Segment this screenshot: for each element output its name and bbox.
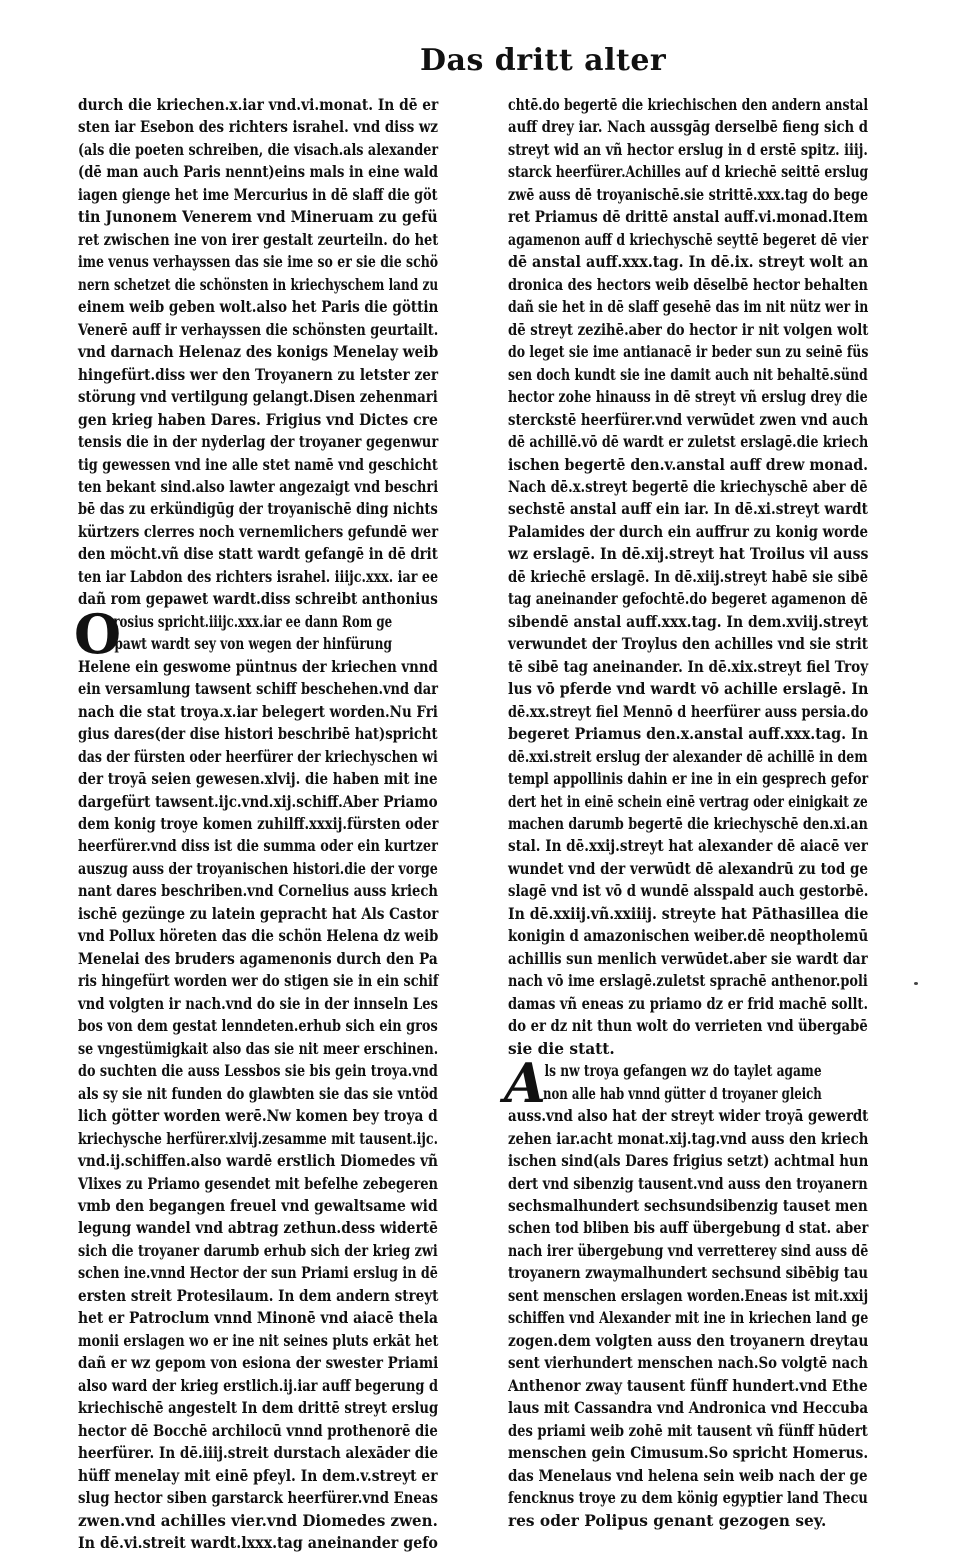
- text-line: schiffen vnd Alexander mit ine in kriechen land ge: [508, 1309, 869, 1328]
- text-line: schen ine.vnnd Hector der sun Priami erslug in dē: [78, 1264, 438, 1283]
- text-line: machen darumb begertē die kriechyschē den.xi.an: [508, 815, 868, 833]
- text-line: zogen.dem volgten auss den troyanern dreytau: [508, 1331, 869, 1350]
- text-line: dē.xxi.streit erslug der alexander dē achillē in dem: [508, 747, 868, 766]
- text-line: vmb den begangen freuel vnd gewaltsame wid: [78, 1196, 438, 1215]
- text-line: nant dares beschriben.vnd Cornelius auss kriech: [78, 882, 438, 901]
- text-line: auszug auss der troyanischen histori.die der vorge: [78, 859, 438, 878]
- text-line: wundet vnd der verwūdt dē alexandrū zu tod ge: [508, 859, 869, 878]
- text-line: ime venus verhayssen das sie ime so er sie die schö: [78, 253, 439, 272]
- text-line: In dē.vi.streit wardt.lxxx.tag aneinander gefo: [78, 1534, 438, 1552]
- left-text-bottom: [78, 656, 438, 1554]
- text-line: achillis sun menlich verwūdet.aber sie wardt dar: [508, 949, 868, 968]
- page-header: Das dritt alter: [420, 43, 667, 78]
- text-line: dargefürt tawsent.ijc.vnd.xij.schiff.Aber Priamo: [78, 792, 438, 811]
- text-line: begeret Priamus den.x.anstal auff.xxx.tag. In: [508, 725, 869, 744]
- right-text-top: [508, 94, 868, 1060]
- text-line: heerfürer.vnd diss ist die summa oder ein kurtzer: [78, 837, 438, 856]
- text-line: ret zwischen ine von irer gestalt zeurteiln. do het: [78, 230, 439, 249]
- text-line: troyanern zwaymalhundert sechsund sibēbig tau: [508, 1264, 868, 1283]
- text-line: hingefürt.diss wer den Troyanern zu letster zer: [78, 365, 439, 384]
- text-line: hüff menelay mit einē pfeyl. In dem.v.streyt er: [78, 1466, 438, 1485]
- text-line: Vlixes zu Priamo gesendet mit befelhe zebegeren: [78, 1174, 439, 1193]
- text-line: Palamides der durch ein auffrur zu konig worde: [508, 522, 868, 541]
- text-line: verwundet der Troylus den achilles vnd sie strit: [508, 635, 868, 654]
- text-line: tin Junonem Venerem vnd Mineruam zu gefü: [78, 208, 438, 227]
- text-line: konigin d amazonischen weiber.dē neoptholemū: [508, 927, 869, 946]
- text-line: ischen begertē den.v.anstal auff drew monad.: [508, 455, 869, 474]
- text-line: slug hector siben garstarck heerfürer.vnd Eneas: [78, 1489, 438, 1508]
- ink-speck: [914, 982, 918, 985]
- text-line: lus vō pferde vnd wardt vō achille erslagē. In: [508, 680, 869, 699]
- text-line: ischen sind(als Dares frigius setzt) achtmal hun: [508, 1152, 869, 1171]
- text-line: ls nw troya gefangen wz do taylet agame: [544, 1062, 822, 1081]
- text-line: ischē gezünge zu latein gepracht hat Als Castor: [78, 904, 439, 923]
- text-line: dē kriechē erslagē. In dē.xiij.streyt habē sie sibē: [508, 567, 869, 586]
- text-line: hector dē Bocchē archilocū vnnd prothenorē die: [78, 1421, 438, 1440]
- text-line: gen krieg haben Dares. Frigius vnd Dictes cre: [78, 410, 438, 429]
- text-line: also ward der krieg erstlich.ij.iar auff begerung d: [78, 1376, 439, 1395]
- text-line: auss.vnd also hat der streyt wider troyā gewerdt: [508, 1107, 869, 1126]
- text-line: sten iar Esebon des richters israhel. vnd diss wz: [78, 118, 438, 137]
- text-line: des priami weib zohē mit tausent vñ fünff hūdert: [508, 1421, 868, 1440]
- text-line: sen doch kundt sie ine damit auch nit behaltē.sünd: [508, 365, 868, 384]
- dropcap-letter-o: O: [74, 601, 122, 666]
- text-line: vnd Pollux höreten das die schön Helena dz weib: [78, 927, 439, 946]
- text-line: durch die kriechen.x.iar vnd.vi.monat. In dē er: [78, 96, 439, 114]
- text-line: In dē.xxiij.vñ.xxiiij. streyte hat Pāthasillea die: [508, 904, 869, 923]
- text-line: damas vñ eneas zu priamo dz er frid machē sollt.: [508, 994, 869, 1013]
- text-line: dronica des hectors weib dēselbē hector behalten: [508, 275, 868, 294]
- text-line: sie die statt.: [508, 1039, 615, 1058]
- text-line: dañ rom gepawet wardt.diss schreibt anthonius: [78, 590, 438, 609]
- text-line: dert het in einē schein einē vertrag oder einigkait ze: [508, 792, 868, 811]
- text-line: nach vō ime erslagē.zuletst sprachē anthenor.poli: [508, 972, 868, 991]
- text-line: templ appollinis dahin er ine in ein gesprech gefor: [508, 770, 869, 789]
- text-line: dem konig troye komen zuhilff.xxxij.fürsten oder: [78, 815, 439, 833]
- text-line: do er dz nit thun wolt do verrieten vnd übergabē: [508, 1017, 868, 1036]
- text-line: ten iar Labdon des richters israhel. iiijc.xxx. iar ee: [78, 567, 439, 586]
- text-line: het er Patroclum vnnd Minonē vnd aiacē thela: [78, 1309, 438, 1328]
- text-line: streyt wid an vñ hector erslug in d erstē spitz. iiij.: [508, 140, 868, 159]
- text-line: ein versamlung tawsent schiff beschehen.vnd dar: [78, 680, 439, 699]
- text-line: sterckstē heerfürer.vnd verwūdet zwen vnd auch: [508, 410, 869, 429]
- text-line: vnd volgten ir nach.vnd do sie in der innseln Les: [78, 994, 438, 1013]
- text-line: dē achillē.vō dē wardt er zuletst erslagē.die kriech: [508, 433, 869, 452]
- text-line: tensis die in der nyderlag der troyaner gegenwur: [78, 433, 439, 452]
- text-line: sent vierhundert menschen nach.So volgtē nach: [508, 1354, 868, 1373]
- text-line: auff drey iar. Nach aussgāg derselbē fieng sich d: [508, 118, 869, 137]
- right-text-bottom: [508, 1105, 868, 1532]
- text-line: tē sibē tag aneinander. In dē.xix.streyt fiel Troy: [508, 657, 869, 676]
- text-line: sechsmalhundert sechsundsibenzig tauset men: [508, 1196, 868, 1215]
- dropcap-paragraph-a: [504, 1051, 868, 1116]
- text-line: heerfürer. In dē.iiij.streit durstach alexāder die: [78, 1444, 439, 1463]
- text-line: Menelai des bruders agamenonis durch den Pa: [78, 949, 438, 968]
- text-line: zwē auss dē troyanischē.sie strittē.xxx.tag do bege: [508, 185, 869, 204]
- text-line: den möcht.vñ dise statt wardt gefangē in dē drit: [78, 545, 438, 564]
- text-line: sent menschen erslagen worden.Eneas ist mit.xxij: [508, 1286, 869, 1305]
- text-line: Venerē auff ir verhayssen die schönsten geurtailt.: [78, 320, 439, 339]
- text-line: das der fürsten oder heerfürer der kriechyschen wi: [78, 747, 438, 766]
- text-line: dert vnd sibenzig tausent.vnd auss den troyanern: [508, 1174, 868, 1193]
- text-line: sich die troyaner darumb erhub sich der krieg zwi: [78, 1241, 438, 1260]
- text-line: kriechysche herfürer.xlvij.zesamme mit tausent.ijc.: [78, 1129, 438, 1148]
- text-line: (als die poeten schreiben, die visach.als alexander: [78, 140, 439, 159]
- text-line: zwen.vnd achilles vier.vnd Diomedes zwen.: [78, 1511, 438, 1530]
- text-line: dañ sie het in dē slaff gesehē das im nit nütz wer in: [508, 298, 869, 317]
- text-line: dē.xx.streyt fiel Mennō d heerfürer auss persia.do: [508, 702, 869, 721]
- text-line: do leget sie ime antianacē ir beder sun zu seinē füs: [508, 343, 869, 362]
- text-line: schen tod bliben bis auff übergebung d stat. aber: [508, 1219, 869, 1238]
- text-line: rosius spricht.iiijc.xxx.iar ee dann Rom ge: [113, 612, 393, 631]
- text-line: bos von dem gestat lenndeten.erhub sich ein gros: [78, 1017, 438, 1036]
- text-line: (dē man auch Paris nennt)eins mals in eine wald: [78, 163, 439, 182]
- text-line: einem weib geben wolt.also het Paris die göttin: [78, 298, 439, 317]
- text-line: wz erslagē. In dē.xij.streyt hat Troilus vil auss: [508, 545, 869, 564]
- text-line: do suchten die auss Lessbos sie bis gein troya.vnd: [78, 1062, 438, 1081]
- text-line: nach die stat troya.x.iar belegert worden.Nu Fri: [78, 702, 438, 721]
- text-line: bē das zu erkündigūg der troyanischē ding nichts: [78, 500, 438, 519]
- text-line: ris hingefürt worden wer do stigen sie in ein schif: [78, 972, 439, 991]
- text-line: gius dares(der dise histori beschribē hat)spricht: [78, 725, 438, 744]
- left-column: [74, 94, 439, 1554]
- text-line: iagen gienge het ime Mercurius in dē slaff die göt: [78, 185, 438, 204]
- text-line: legung wandel vnd abtrag zethun.dess widertē: [78, 1219, 438, 1238]
- text-line: das Menelaus vnd helena sein weib nach der ge: [508, 1466, 868, 1485]
- text-line: Helene ein geswome püntnus der kriechen vnnd: [78, 657, 438, 676]
- text-line: dē anstal auff.xxx.tag. In dē.ix. streyt wolt an: [508, 253, 869, 272]
- text-line: sechstē anstal auff ein iar. In dē.xi.streyt wardt: [508, 500, 868, 519]
- text-line: slagē vnd ist vō d wundē alsspald auch gestorbē.: [508, 882, 869, 901]
- text-line: sibendē anstal auff.xxx.tag. In dem.xviij.streyt: [508, 612, 869, 631]
- left-text-top: [78, 94, 438, 611]
- text-line: menschen gein Cimusum.So spricht Homerus.: [508, 1444, 869, 1463]
- text-line: agamenon auff d kriechyschē seyttē begeret dē vier: [508, 230, 869, 249]
- dropcap-letter-a: A: [504, 1051, 546, 1116]
- right-column: [504, 94, 869, 1532]
- text-line: störung vnd vertilgung gelangt.Disen zehenmari: [78, 388, 438, 407]
- text-line: res oder Polipus genant gezogen sey.: [508, 1511, 827, 1530]
- text-line: lich götter worden werē.Nw komen bey troya d: [78, 1107, 438, 1126]
- text-line: stal. In dē.xxij.streyt hat alexander dē aiacē ver: [508, 837, 868, 856]
- text-line: zehen iar.acht monat.xij.tag.vnd auss den kriech: [508, 1129, 869, 1148]
- dropcap-paragraph-o: [74, 601, 438, 666]
- text-line: fencknus troye zu dem könig egyptier land Thecu: [508, 1489, 868, 1508]
- text-line: laus mit Cassandra vnd Andronica vnd Heccuba: [508, 1399, 869, 1418]
- text-line: vnd.ij.schiffen.also wardē erstlich Diomedes vñ: [78, 1152, 438, 1171]
- text-line: dañ er wz gepom von esiona der swester Priami: [78, 1354, 439, 1373]
- text-line: vnd darnach Helenaz des konigs Menelay weib: [78, 343, 439, 362]
- text-line: tag aneinander gefochtē.do begeret agamenon dē: [508, 590, 868, 609]
- text-line: monii erslagen wo er ine nit seines pluts erkāt het: [78, 1331, 439, 1350]
- text-line: dē streyt zezihē.aber do hector ir nit volgen wolt: [508, 320, 869, 339]
- text-line: starck heerfürer.Achilles auf d kriechē seittē erslug: [508, 163, 869, 182]
- text-line: als sy sie nit funden do glawbten sie das sie vntöd: [78, 1084, 438, 1103]
- text-line: Anthenor zway tausent fünff hundert.vnd Ethe: [508, 1376, 868, 1395]
- text-line: der troyā seien gewesen.xlvij. die haben mit ine: [78, 770, 438, 789]
- text-line: chtē.do begertē die kriechischen den andern anstal: [508, 96, 869, 114]
- text-line: kürtzers clerres noch vernemlichers gefundē wer: [78, 522, 439, 541]
- text-line: kriechischē angestelt In dem drittē streyt erslug: [78, 1399, 439, 1418]
- text-line: pawt wardt sey von wegen der hinfürung: [114, 635, 392, 654]
- text-line: Nach dē.x.streyt begertē die kriechyschē aber dē: [508, 477, 868, 496]
- text-line: tig gewessen vnd ine alle stet namē vnd geschicht: [78, 455, 438, 474]
- text-line: hector zohe hinauss in dē streyt vñ erslug drey die: [508, 388, 868, 407]
- dropcap-lines-o: [78, 611, 438, 656]
- text-line: ersten streit Protesilaum. In dem andern streyt: [78, 1286, 439, 1305]
- text-line: non alle hab vnnd gütter d troyaner gleich: [542, 1084, 822, 1103]
- text-line: se vngestümigkait also das sie nit meer erschinen.: [78, 1039, 439, 1058]
- text-line: nern schetzet die schönsten in kriechyschem land zu: [78, 275, 439, 294]
- text-line: nach irer übergebung vnd verretterey sind auss dē: [508, 1241, 869, 1260]
- text-line: ten bekant sind.also lawter angezaigt vnd beschri: [78, 477, 439, 496]
- dropcap-lines-a: [508, 1060, 868, 1105]
- text-line: ret Priamus dē drittē anstal auff.vi.monad.Item: [508, 208, 869, 227]
